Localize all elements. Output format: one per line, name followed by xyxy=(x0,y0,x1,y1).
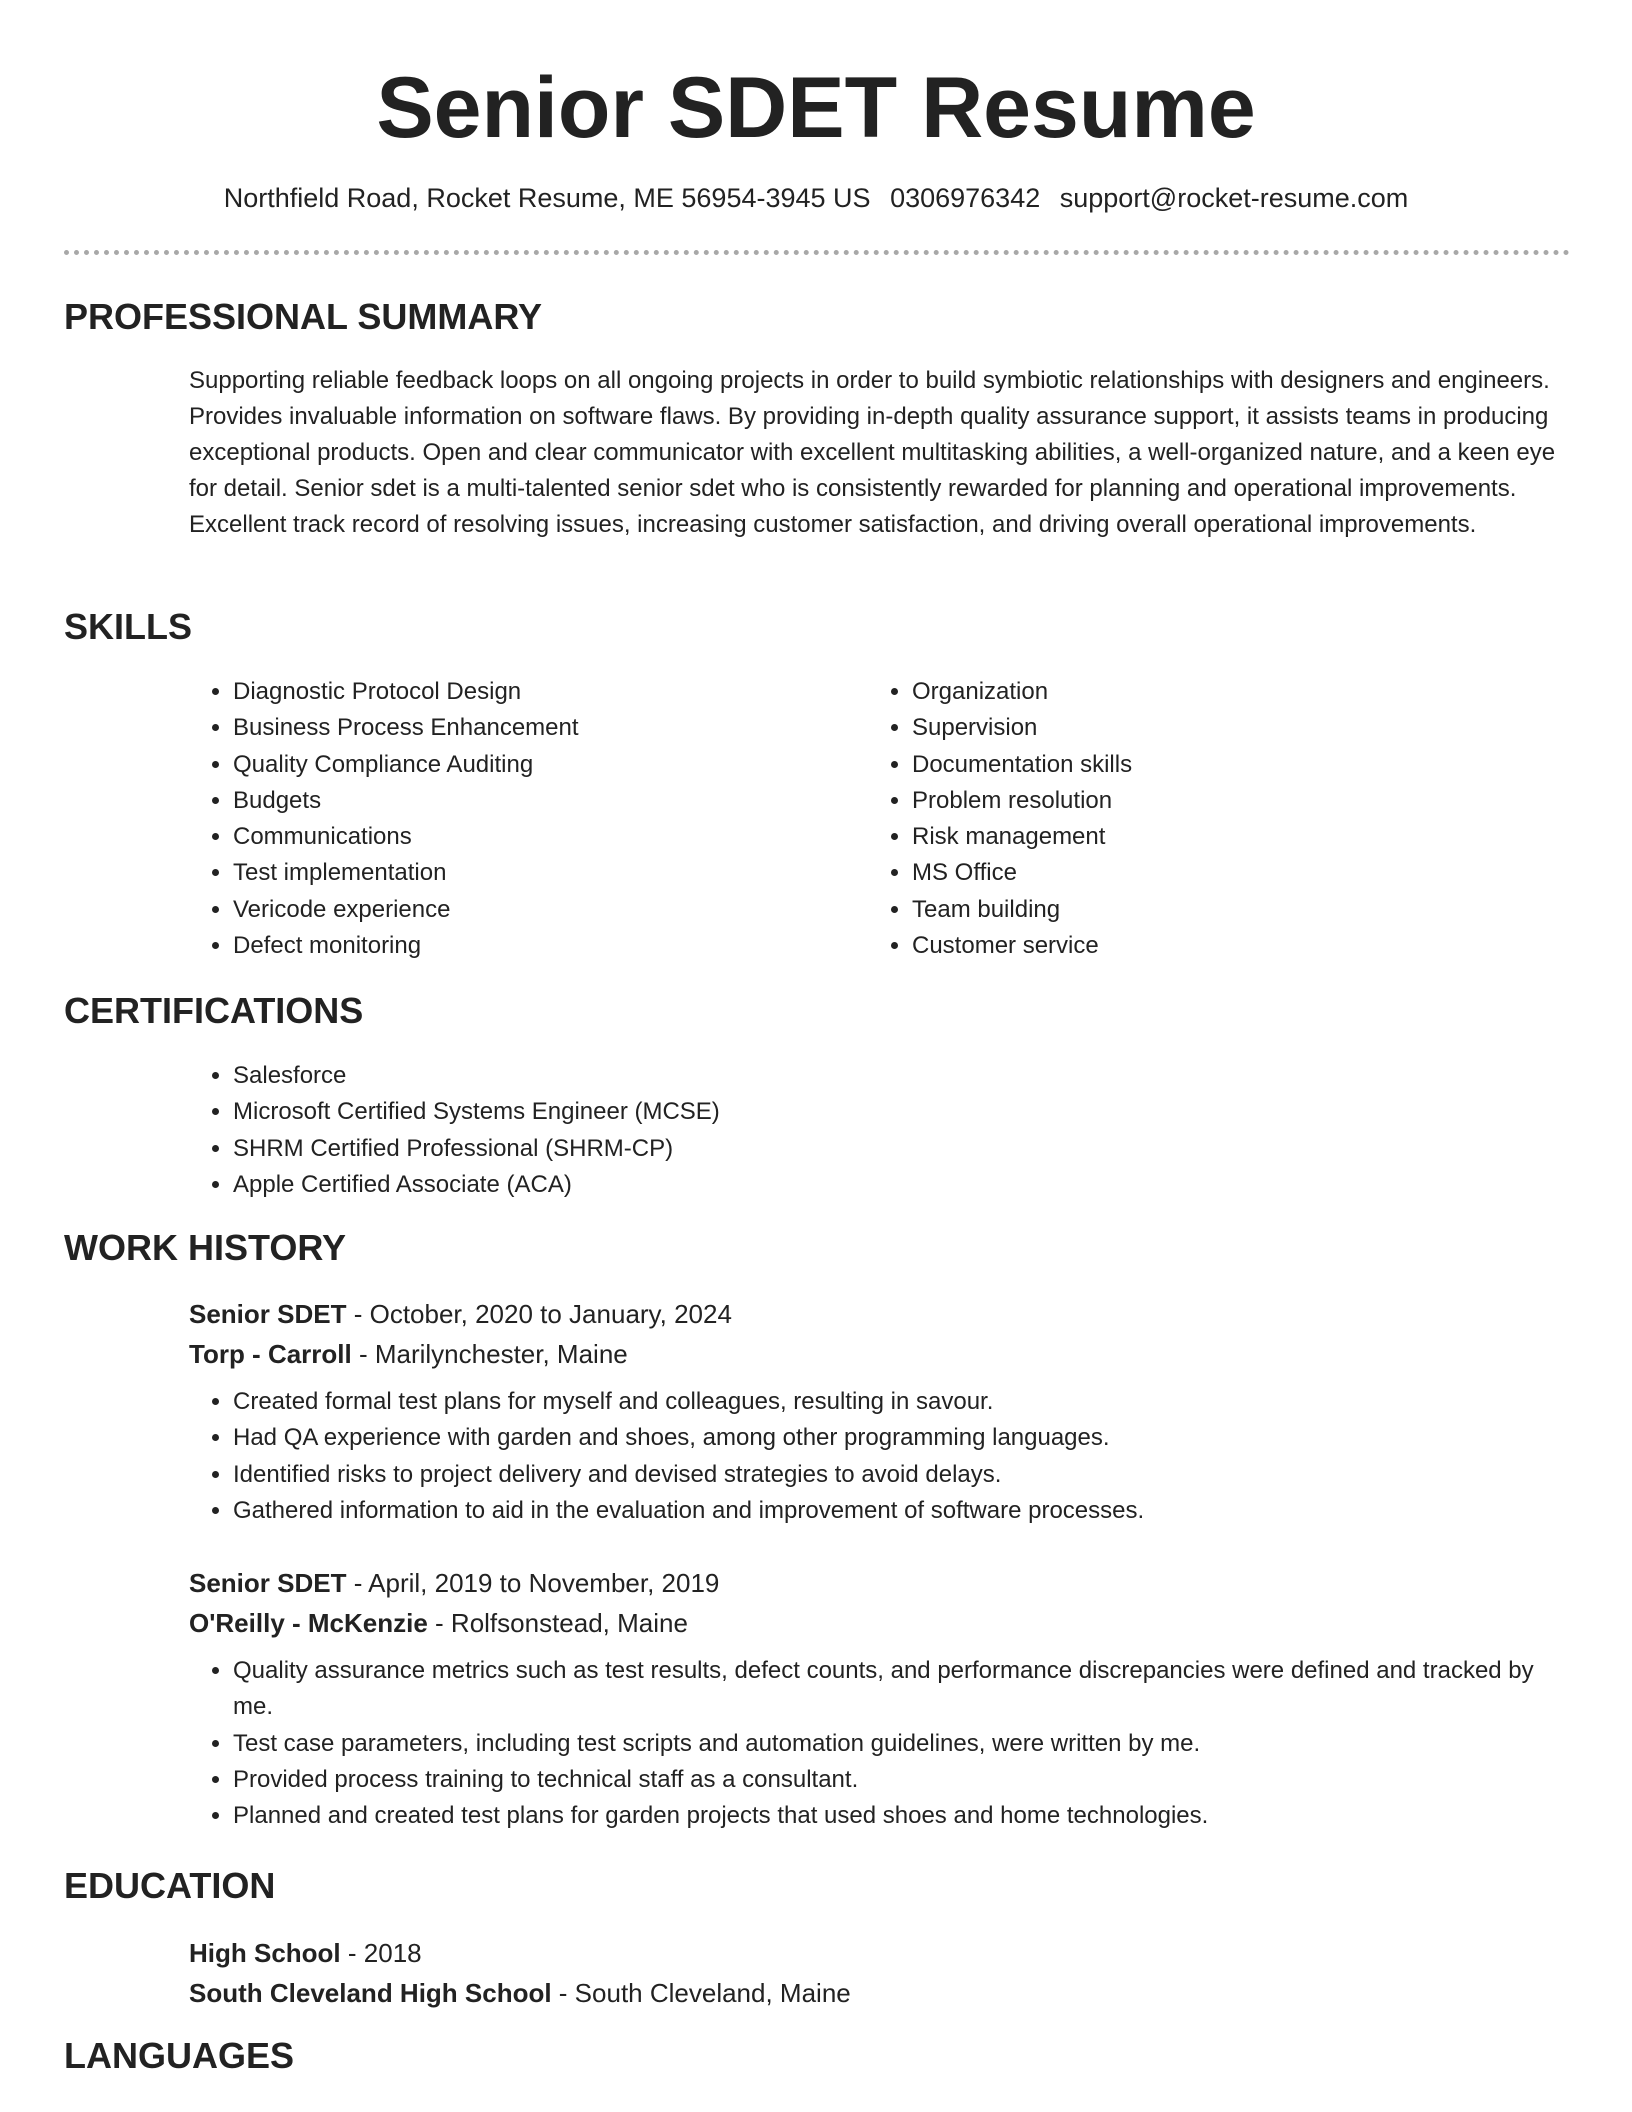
job-location: - Rolfsonstead, Maine xyxy=(427,1608,688,1638)
job-bullet: • Gathered information to aid in the evaluation and improvement of software processes. xyxy=(233,1493,1569,1529)
skills-list-right xyxy=(868,674,1132,964)
section-title-certifications: CERTIFICATIONS xyxy=(64,990,364,1031)
certification-item: • Microsoft Certified Systems Engineer (MCSE) xyxy=(233,1094,1569,1130)
job-bullet: • Test case parameters, including test scripts and automation guidelines, were written by me. xyxy=(233,1726,1569,1762)
job-title: Senior SDET xyxy=(189,1299,347,1329)
education-degree-line xyxy=(189,1933,1569,1973)
job-bullet: • Created formal test plans for myself and colleagues, resulting in savour. xyxy=(233,1384,1569,1420)
job-location: - Marilynchester, Maine xyxy=(351,1339,628,1369)
section-title-languages: LANGUAGES xyxy=(64,2035,295,2076)
contact-phone: 0306976342 xyxy=(890,183,1041,213)
skill-item: • Supervision xyxy=(912,710,1132,746)
certification-item: • SHRM Certified Professional (SHRM-CP) xyxy=(233,1131,1569,1167)
skill-item: • Vericode experience xyxy=(233,892,579,928)
education-entry xyxy=(189,1933,1569,2013)
education-school: South Cleveland High School xyxy=(189,1978,552,2008)
skill-item: • Business Process Enhancement xyxy=(233,710,579,746)
certification-item: • Salesforce xyxy=(233,1058,1569,1094)
job-dates: - October, 2020 to January, 2024 xyxy=(346,1299,732,1329)
skill-item: • Documentation skills xyxy=(912,747,1132,783)
summary-block xyxy=(189,363,1569,543)
skill-item: • Customer service xyxy=(912,928,1132,964)
job-entry xyxy=(189,1294,1569,1529)
education-degree: High School xyxy=(189,1938,341,1968)
job-title-line xyxy=(189,1563,1569,1603)
section-title-work-history: WORK HISTORY xyxy=(64,1227,347,1268)
job-company-line xyxy=(189,1603,1569,1643)
skill-item: • Risk management xyxy=(912,819,1132,855)
certification-item: • Apple Certified Associate (ACA) xyxy=(233,1167,1569,1203)
summary-text: Supporting reliable feedback loops on all ongoing projects in order to build symbiotic relationships with designers and engineers. Provides invaluable information on software flaws. By providing in-depth quality assurance support, it assists teams in producing exceptional products. Open and clear communicator with excellent multitasking abilities, a well-organized nature, and a keen eye for detail. Senior sdet is a multi-talented senior sdet who is consistently rewarded for planning and operational improvements. Excellent track record of resolving issues, increasing customer satisfaction, and driving overall operational improvements. xyxy=(189,367,1556,538)
job-bullet: • Had QA experience with garden and shoes, among other programming languages. xyxy=(233,1420,1569,1456)
job-bullets xyxy=(189,1653,1569,1834)
education-location: - South Cleveland, Maine xyxy=(551,1978,851,2008)
job-entry xyxy=(189,1563,1569,1834)
job-bullet: • Provided process training to technical staff as a consultant. xyxy=(233,1762,1569,1798)
skills-list-left xyxy=(189,674,579,964)
certifications-block xyxy=(189,1058,1569,1203)
skill-item: • Test implementation xyxy=(233,855,579,891)
skill-item: • Communications xyxy=(233,819,579,855)
skill-item: • Diagnostic Protocol Design xyxy=(233,674,579,710)
skill-item: • MS Office xyxy=(912,855,1132,891)
job-bullet: • Quality assurance metrics such as test results, defect counts, and performance discrepancies were defined and tracked by me. xyxy=(233,1653,1569,1726)
job-company: O'Reilly - McKenzie xyxy=(189,1608,428,1638)
section-title-skills: SKILLS xyxy=(64,606,193,647)
job-bullet: • Planned and created test plans for garden projects that used shoes and home technologies. xyxy=(233,1798,1569,1834)
job-company-line xyxy=(189,1334,1569,1374)
contact-email: support@rocket-resume.com xyxy=(1059,183,1409,213)
job-title: Senior SDET xyxy=(189,1568,347,1598)
header-divider xyxy=(64,250,1570,255)
contact-line xyxy=(0,180,1632,216)
education-year: - 2018 xyxy=(340,1938,422,1968)
section-title-summary: PROFESSIONAL SUMMARY xyxy=(64,296,543,337)
skill-item: • Organization xyxy=(912,674,1132,710)
skill-item: • Quality Compliance Auditing xyxy=(233,747,579,783)
skill-item: • Defect monitoring xyxy=(233,928,579,964)
contact-address: Northfield Road, Rocket Resume, ME 56954-3945 US xyxy=(223,183,871,213)
job-bullet: • Identified risks to project delivery and devised strategies to avoid delays. xyxy=(233,1457,1569,1493)
skill-item: • Budgets xyxy=(233,783,579,819)
skill-item: • Problem resolution xyxy=(912,783,1132,819)
job-dates: - April, 2019 to November, 2019 xyxy=(346,1568,720,1598)
certifications-list xyxy=(189,1058,1569,1203)
job-title-line xyxy=(189,1294,1569,1334)
job-bullets xyxy=(189,1384,1569,1529)
education-school-line xyxy=(189,1973,1569,2013)
skill-item: • Team building xyxy=(912,892,1132,928)
section-title-education: EDUCATION xyxy=(64,1865,276,1906)
job-company: Torp - Carroll xyxy=(189,1339,352,1369)
resume-title: Senior SDET Resume xyxy=(376,60,1256,156)
